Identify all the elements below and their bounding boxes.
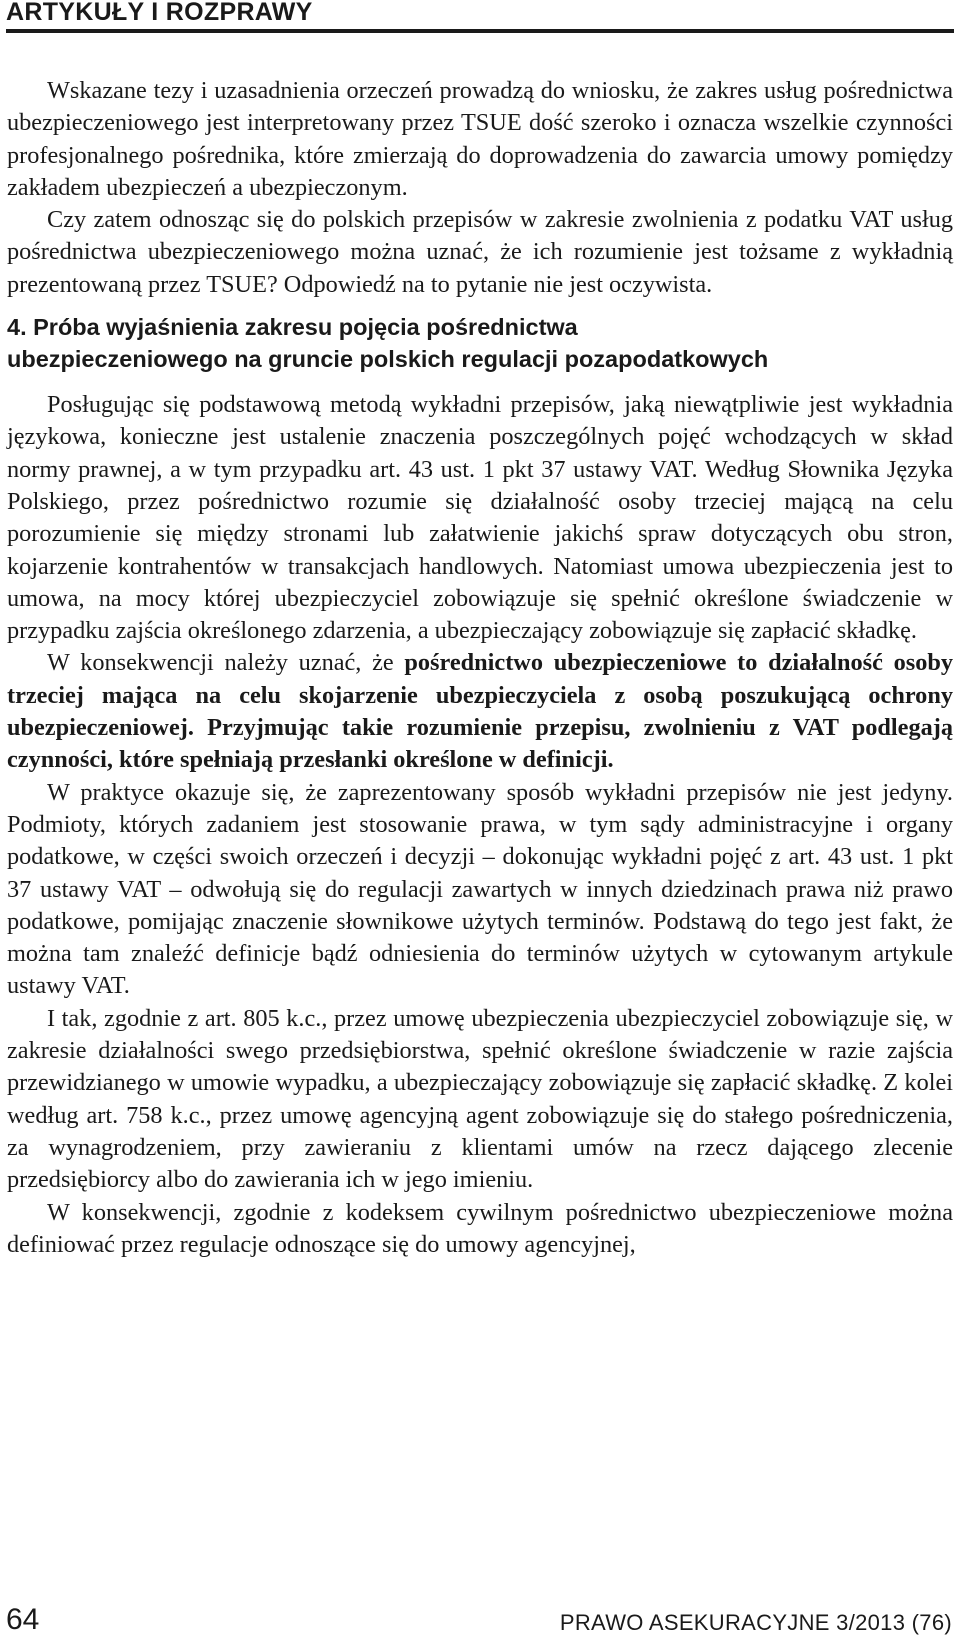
page-number: 64 [6,1603,40,1636]
paragraph: I tak, zgodnie z art. 805 k.c., przez umowę ubezpieczenia ubezpieczyciel zobowiązuje się, w zakresie działalności swego przedsiębiorstwa, spełnić określone świadczenie w razie zajścia przewidzianego w umowie wypadku, a ubezpieczający zobowiązuje się zapłacić składkę. Z kolei według art. 758 k.c., przez umowę agencyjną agent zobowiązuje się do stałego pośredniczenia, za wynagrodzeniem, przy zawieraniu z klientami umów na rzecz dającego zlecenie przedsiębiorcy albo do zawierania ich w jego imieniu. [7,1004,953,1194]
section-label: ARTYKUŁY I ROZPRAWY [6,0,313,26]
journal-name: PRAWO ASEKURACYJNE 3/2013 (76) [559,1610,952,1635]
header-rule [6,29,954,33]
article-body [7,75,953,1261]
paragraph: Posługując się podstawową metodą wykładni przepisów, jaką niewątpliwie jest wykładnia językowa, konieczne jest ustalenie znaczenia poszczególnych pojęć wchodzących w skład normy prawnej, a w tym przypadku art. 43 ust. 1 pkt 37 ustawy VAT. Według Słownika Języka Polskiego, przez pośrednictwo rozumie się działalność osoby trzeciej mającą na celu porozumienie się między stronami lub załatwienie jakichś spraw dotyczących obu stron, kojarzenie kontrahentów w transakcjach handlowych. Natomiast umowa ubezpieczenia jest to umowa, na mocy której ubezpieczyciel zobowiązuje się spełnić określone świadczenie w przypadku zajścia określonego zdarzenia, a ubezpieczający zobowiązuje się zapłacić składkę. [7,391,953,645]
section-heading-line: 4. Próba wyjaśnienia zakresu pojęcia pośrednictwa [7,314,578,341]
paragraph: W konsekwencji, zgodnie z kodeksem cywilnym pośrednictwo ubezpieczeniowe można definiować przez regulacje odnoszące się do umowy agencyjnej, [7,1198,953,1258]
section-heading-line: ubezpieczeniowego na gruncie polskich regulacji pozapodatkowych [7,346,769,373]
paragraph: Wskazane tezy i uzasadnienia orzeczeń prowadzą do wniosku, że zakres usług pośrednictwa ubezpieczeniowego jest interpretowany przez TSUE dość szeroko i oznacza wszelkie czynności profesjonalnego pośrednika, które zmierzają do doprowadzenia do zawarcia umowy pomiędzy zakładem ubezpieczeń a ubezpieczonym. [7,77,953,201]
paragraph-emphasis: pośrednictwo ubezpieczeniowe to działalność osoby trzeciej mająca na celu skojarzenie ubezpieczyciela z osobą poszukującą ochrony ubezpieczeniowej. Przyjmując takie rozumienie przepisu, zwolnieniu z VAT podlegają czynności, które spełniają przesłanki określone w definicji. [7,649,953,774]
section-heading [7,311,953,375]
paragraph [7,647,953,776]
paragraph-lead: W konsekwencji należy uznać, że [47,649,405,677]
paragraph: Czy zatem odnosząc się do polskich przepisów w zakresie zwolnienia z podatku VAT usług pośrednictwa ubezpieczeniowego można uznać, że ich rozumienie jest tożsame z wykładnią prezentowaną przez TSUE? Odpowiedź na to pytanie nie jest oczywista. [7,206,953,298]
page-header [6,0,954,28]
paragraph: W praktyce okazuje się, że zaprezentowany sposób wykładni przepisów nie jest jedyny. Podmioty, których zadaniem jest stosowanie prawa, w tym sądy administracyjne i organy podatkowe, w części swoich orzeczeń i decyzji – dokonując wykładni pojęć z art. 43 ust. 1 pkt 37 ustawy VAT – odwołują się do regulacji zawartych w innych dziedzinach prawa niż prawo podatkowe, pomijając znaczenie słownikowe użytych terminów. Podstawą do tego jest fakt, że można tam znaleźć definicje bądź odniesienia do terminów użytych w cytowanym artykule ustawy VAT. [7,778,953,1000]
